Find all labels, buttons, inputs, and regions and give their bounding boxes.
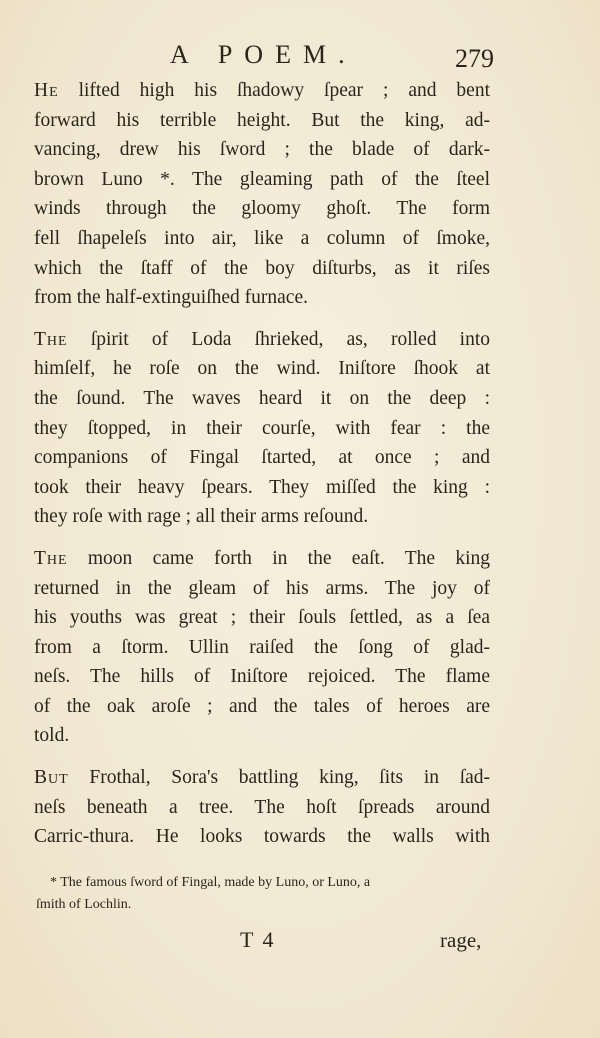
text-line: which the ſtaff of the boy diſturbs, as it riſes: [34, 257, 490, 279]
text-line: told.: [34, 725, 70, 747]
paragraph: [34, 325, 490, 532]
paragraph-lead: The: [34, 547, 68, 569]
text-line: fell ſhapeleſs into air, like a column of ſmoke,: [34, 227, 490, 249]
footnote-line: ſmith of Lochlin.: [36, 897, 132, 912]
text-line: The ſpirit of Loda ſhrieked, as, rolled into: [34, 328, 490, 350]
text-line: they ſtopped, in their courſe, with fear : the: [34, 417, 490, 439]
text-line: Carric-thura. He looks towards the walls with: [34, 826, 490, 848]
text-line: winds through the gloomy ghoſt. The form: [34, 198, 490, 220]
text-line: of the oak aroſe ; and the tales of heroes are: [34, 695, 490, 717]
paragraph-lead: But: [34, 767, 69, 789]
text-line: But Frothal, Sora's battling king, ſits in ſad-: [34, 767, 490, 789]
footnote: [36, 872, 492, 916]
catchword: rage,: [440, 928, 482, 952]
text-line: The moon came forth in the eaſt. The king: [34, 547, 490, 569]
paragraph: [34, 76, 490, 313]
footnote-line: * The famous ſword of Fingal, made by Luno, or Luno, a: [50, 875, 371, 890]
paragraph: [34, 763, 490, 852]
page-number: 279: [455, 44, 494, 73]
text-line: neſs beneath a tree. The hoſt ſpreads around: [34, 796, 490, 818]
signature-mark: T 4: [240, 927, 276, 952]
paragraph-lead: He: [34, 80, 59, 101]
text-line: the ſound. The waves heard it on the deep :: [34, 387, 490, 409]
running-head: [0, 40, 600, 80]
body-text: [34, 76, 490, 864]
text-line: He lifted high his ſhadowy ſpear ; and bent: [34, 80, 490, 101]
paragraph: [34, 544, 490, 751]
text-line: companions of Fingal ſtarted, at once ; and: [34, 447, 490, 469]
text-line: forward his terrible height. But the king, ad-: [34, 109, 490, 131]
text-line: from a ſtorm. Ullin raiſed the ſong of glad-: [34, 636, 490, 658]
text-line: himſelf, he roſe on the wind. Iniſtore ſhook at: [34, 358, 490, 380]
text-line: they roſe with rage ; all their arms reſound.: [34, 506, 369, 528]
text-line: returned in the gleam of his arms. The joy of: [34, 577, 490, 599]
text-line: took their heavy ſpears. They miſſed the king :: [34, 476, 490, 498]
text-line: vancing, drew his ſword ; the blade of dark-: [34, 139, 490, 161]
text-line: from the half-extinguiſhed furnace.: [34, 287, 308, 309]
text-line: neſs. The hills of Iniſtore rejoiced. The flame: [34, 666, 490, 688]
running-title: A POEM.: [170, 40, 357, 69]
paragraph-lead: The: [34, 328, 68, 350]
text-line: his youths was great ; their ſouls ſettled, as a ſea: [34, 607, 490, 629]
text-line: brown Luno *. The gleaming path of the ſteel: [34, 168, 490, 190]
